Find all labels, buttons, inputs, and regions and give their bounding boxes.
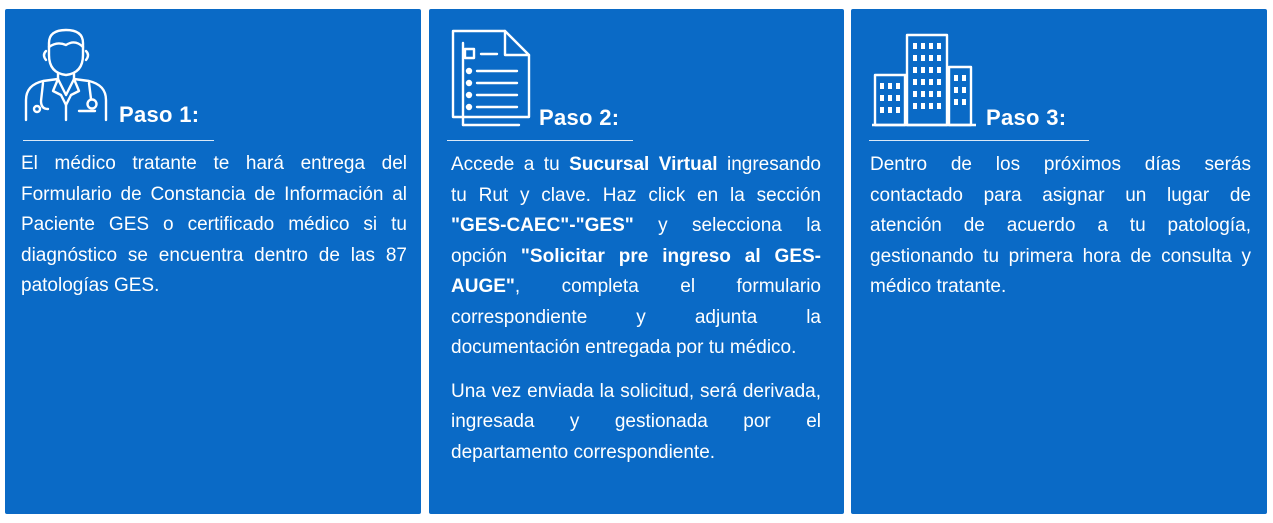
step-2-divider: [447, 140, 633, 141]
option-name-emphasis: "Solicitar pre ingreso al GES-AUGE": [451, 245, 821, 297]
document-icon: [449, 27, 533, 127]
step-2-card: [429, 9, 844, 514]
step-1-text: El médico tratante te hará entrega del Formulario de Constancia de Información al Paciente GES o certificado médico si tu diagnóstico se encuentra dentro de las 87 patologías GES.: [21, 153, 407, 296]
step-1-title: Paso 1:: [119, 102, 200, 127]
step-3-divider: [869, 140, 1089, 141]
section-name-emphasis: "GES-CAEC"-"GES": [451, 215, 634, 236]
step-3-card: [851, 9, 1267, 514]
step-3-text: Dentro de los próximos días serás contactado para asignar un lugar de atención de acuerdo a tu patología, gestionando tu primera hora de consulta y médico tratante.: [870, 154, 1251, 297]
step-3-title: Paso 3:: [986, 105, 1067, 130]
doctor-icon: [21, 25, 111, 125]
step-2-paragraph-1: [451, 150, 821, 364]
text-segment: y selecciona la opción: [451, 215, 821, 267]
step-2-paragraph-2: Una vez enviada la solicitud, será derivada, ingresada y gestionada por el departamento correspondiente.: [451, 380, 821, 463]
text-segment: , completa el formulario correspondiente y adjunta la documentación entregada por tu médico.: [451, 276, 821, 358]
sucursal-virtual-emphasis: Sucursal Virtual: [569, 154, 718, 175]
step-2-title: Paso 2:: [539, 105, 620, 130]
step-1-card: [5, 9, 421, 514]
text-segment: Accede a tu: [451, 154, 570, 175]
buildings-icon: [871, 29, 977, 127]
step-1-divider: [23, 140, 214, 141]
text-segment: ingresando tu Rut y clave. Haz click en la sección: [451, 154, 821, 206]
step-2-text: [451, 150, 821, 468]
